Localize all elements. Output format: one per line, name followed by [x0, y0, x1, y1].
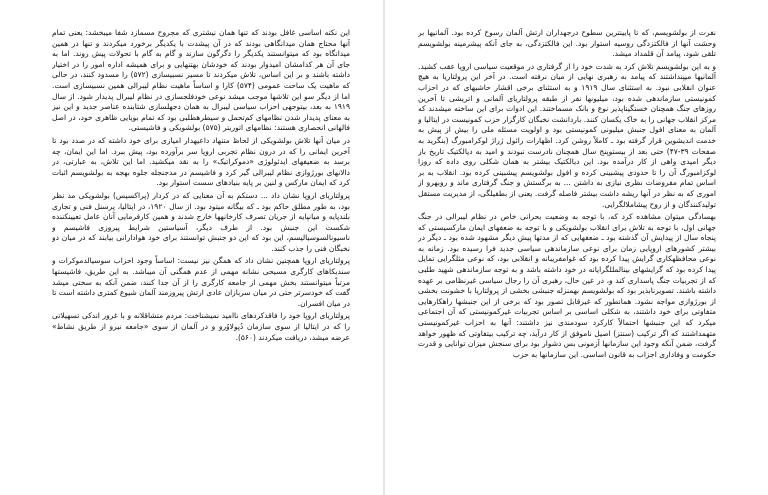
right-paragraph-2: و به این بولشویسم تلاش کرد به شدت خود را از گرفتاری در موقعیت سیاسی اروپا عقب کشید. آلمانیها میپنداشتند که پیامد به رهبری نهایی از میان نرفته است. در آخر این پرولتاریا به هیچ عنوان انقلابی نبود. به استثنای سال ۱۹۱۹ و به استثنای برخی اقشار حاشیهای که در احزاب کمونیستی سازماندهی شده بود، میلیونها نفر از طبقه پرولتاریای آلمانی و اتریشی تا آخرین روزهای جنگ همچنان خستگیناپذیر نوع و بانک مسماختند. این ادوات برای این ساخته میشدند که مرکز انقلاب جهانی را به خاک یکسان کنند. باردانشت نخبگان کارگزار حزب کمونیست در ایتالیا و آلمان به معنای افول جنبش میلیونی کمونیستی بود و اولویت مسئله ملی را بیش از پیش به خدمت اندیشوین قرار گرفته بود ـ کاملاً روشن کرد. اظهارات رائول ژراژ لوکرامبورگ (بنگرید به صفحات ۳۹-۴۷) حتی بعد از بیستوپنج سال همچنان نادرست نبودند و امید به دیالکتیک تاریخ باز دیگر امیدی واهی از کار درآمده بود. این دیالکتیک بیشتر به همان شکلی روی داده که روزا لوکزامبورگ آن را تا حدودی پیشبینی کرده و افول بولشویسم پیشبینی کرده بود. انقلاب به بر اساس تمام مفروضات نظری نیازی به داشتن ... به برگستش و جنگ گرفتاری ماند و روبهرو از اموری که به نظر در آنها ریشه داشت بیشتر فاصله گرفت. یعنی از بطفیلگی، از مدیریت مستقل تولیدکنندگان و از روح پیشاملالگرایی. — [418, 61, 716, 209]
right-page — [418, 28, 716, 488]
left-paragraph-4: پرولتاریای اروپا همچنین نشان داد که همگن نیز نیست: اساساً وجود احزاب سوسیالدموکرات و سندیکاهای کارگری مسیحی نشانه مهمی از عدم همگنی آن میباشد. به این طریق، فاشیستها مرتباً میتوانستند بخش مهمی از جامعه کارگری را از آن جدا کنند، ضمن آنکه به سختی میشد گفت که خودسرتر حتی در میان سربازان عادی ارتش پیروزمند آلمان شیوع کمتری داشته است تا در میان افسران. — [52, 256, 350, 308]
right-paragraph-3: بهسادگی میتوان مشاهده کرد که، با توجه به وضعیت بحرانی خاص در نظام لیبرالی در جنگ جهانی اول، با توجه به تلاش برای انقلاب بولشویکی و با توجه به ضعفهای ایمان مارکسیستی که پنجاه سال از پیدایش آن گذشته بود ـ ضعفهایی که از مدتها پیش دیگر مشهود شده بود ـ دیگر در بیشتر کشورهای اروپایی زمان برای نوعی سازماندهی سیاسی جدید فرا رسیده بود. زمانه به نوعی محافظهکاری گرایش پیدا کرده بود که غوامفریبانه و انقلابی بود، که نوعی مثلگرایی تمایل پیدا کرده بود که گرایشهای بینالمللگرایانه در خود داشته باشد و به توجه سازماندهی شهید طلبی که از تجربیات جنگ پاسداری کند و، در عین حال، رهبری آن را رجال سیاسی غیرنظامی بر عهده داشته باشند. تصویرنابذیر بود که بولشویسم بهمنزله جنبشی بخشی از پرولتاریا با خشونت بخشی از بورژوازی مواجه نشود. همانطور که غیرقابل تصور بود که برخی از این جنبشها راهکارهایی متفاوتی برای خود داشتند، به شکلی اساسی بر اساس تجربیات غیرکمونیستی که آن اجتماعی میکرد که این جنبشها احتمالاً کارکرد سودمندی نیز داشتند: آنها به احزاب غیرکمونیستی متهمداشتند که اگر ترکیب (سنتز) اصیل ناموفق از کار درآید، چه ترکیب بیتفاوتی که ظهور خواهد گرفت، ضمن آنکه وجود این سازمانها آزمونی بس دشوار بود برای سنجش میزان توانایی و قدرت حکومت و وفاداری اجزاب به قانون اساسی. این سازمانها به حزب — [418, 212, 716, 359]
left-page — [52, 28, 350, 488]
page-gutter — [383, 0, 385, 495]
left-paragraph-3: پرولتاریای اروپا نشان داد ... دستکم به آن معنایی که در کردار (پراکسیس) بولشویکی مد نظر بود، به طور مطلق حاکم بود ـ که بیگانه میتود بود. از سال ۱۹۲۰، در ایتالیا، پرسنل فنی و تجاری بلندپایه و میانپایه از جریان تصرف کارخانهها خارج شدند و همین کارفرمایی آنان عامل تعیینکننده شکست این جنبش بود. از طرف دیگر، آسیاستین شرایط پیروزی فاشیسم و ناسیونالسوسیالیسم، این بود که این دو جنبش توانستند برای خود هوادارانی بیابند که در میان دو نخبگان فنی را جذب کنند. — [52, 190, 350, 253]
left-paragraph-2: در میان آنها تلاش بولشویکی از لحاظ متنهاد داعیهدار امیازی برای خود داشته که در صدد بود تا آخرین ایمانی را که در درون نظام تجربی اروپا سر برآورده بود، پیش ببرد. اما این ایمان، چه برسد به ضعیفهای ایدئولوژی «دموکراتیک» را به نقد میکشید. اما این تلاش، به عبارتی، در دالانهای بورژوازی نظام لیبرالی گیر کرد و فاشیسم در مدجنجله جلوه بهجه به بولشویسم اثبات کرد که ایمان مارکس و لنین بر پایه بنیادهای سست استوار بود. — [52, 135, 350, 188]
left-paragraph-1: این نکته اساسی غافل بودند که تنها همان نیشتری که مجروح مسمازد شفا میبخشد: یعنی تمام آنها محتاج همان میدانگاهی بودند که در آن پیشدت با یکدیگر برخورد میکردند و تنها در همین میدانگاه بود که میتوانستند یکدیگر را دگرگون سازند و گام به گام با تحولات پیش روند. اما به جای آن هر کدامشان امیدوار بودند که خودشان بهتنهایی و برای همیشه اداره امور را در اختیار داشته باشند و بر این اساس، تلاش میکردند تا مسیر نسبیسازی (۵۷۲) را مسدود کنند، در حالی که ماهیت یک ساحت عمومی (۵۷۴) کارا و اساساً ماهیت نظام لیبرالی همین نسبیسازی است. اما از دیگر سو این تلاشها موجب میشد نوعی خودفلجسازی در نظام لیبرال پدیدار شود. از سال ۱۹۱۹ به بعد، بیتوجهی احزاب سیاسی لیبرال به همان دجهلسازی شتابنده عناصر جدید و این نیز به معنای پدیدار شدن نظامهای کم‌تحمل و سیطرهطلبی بود که تمام بویایی ظاهری خود، در اصل فالهانی انحصاری هستند: نظامهای اتوریتر (۵۷۵) بولشویکی و فاشیستی. — [52, 28, 350, 133]
left-paragraph-5: پرولتاریای اروپا خود را فاقدکردهای ناامید نمیشناخت: مردم متشاقلانه و با غرور اندکی تسهیلاتی را که در ایتالیا از سوی سازمان دُپولاوُرو و در آلمان از سوی «جامعه نیرو از طریق نشاط» عرضه میشد، دریافت میکردند (۵۶۰). — [52, 311, 350, 342]
right-paragraph-1: نفرت از بولشویسم، که تا پایینترین سطوح درجهداران ارتش آلمان رسوخ کرده بود. آلمانیها بر وحشت آنها از فالکتزدگی روسیه استوار بود. این فالکتزدگی، به جای آنکه پیشرمینه بولشویسم تلقی شود، پیامد آن قلمداد میشد. — [418, 28, 716, 59]
